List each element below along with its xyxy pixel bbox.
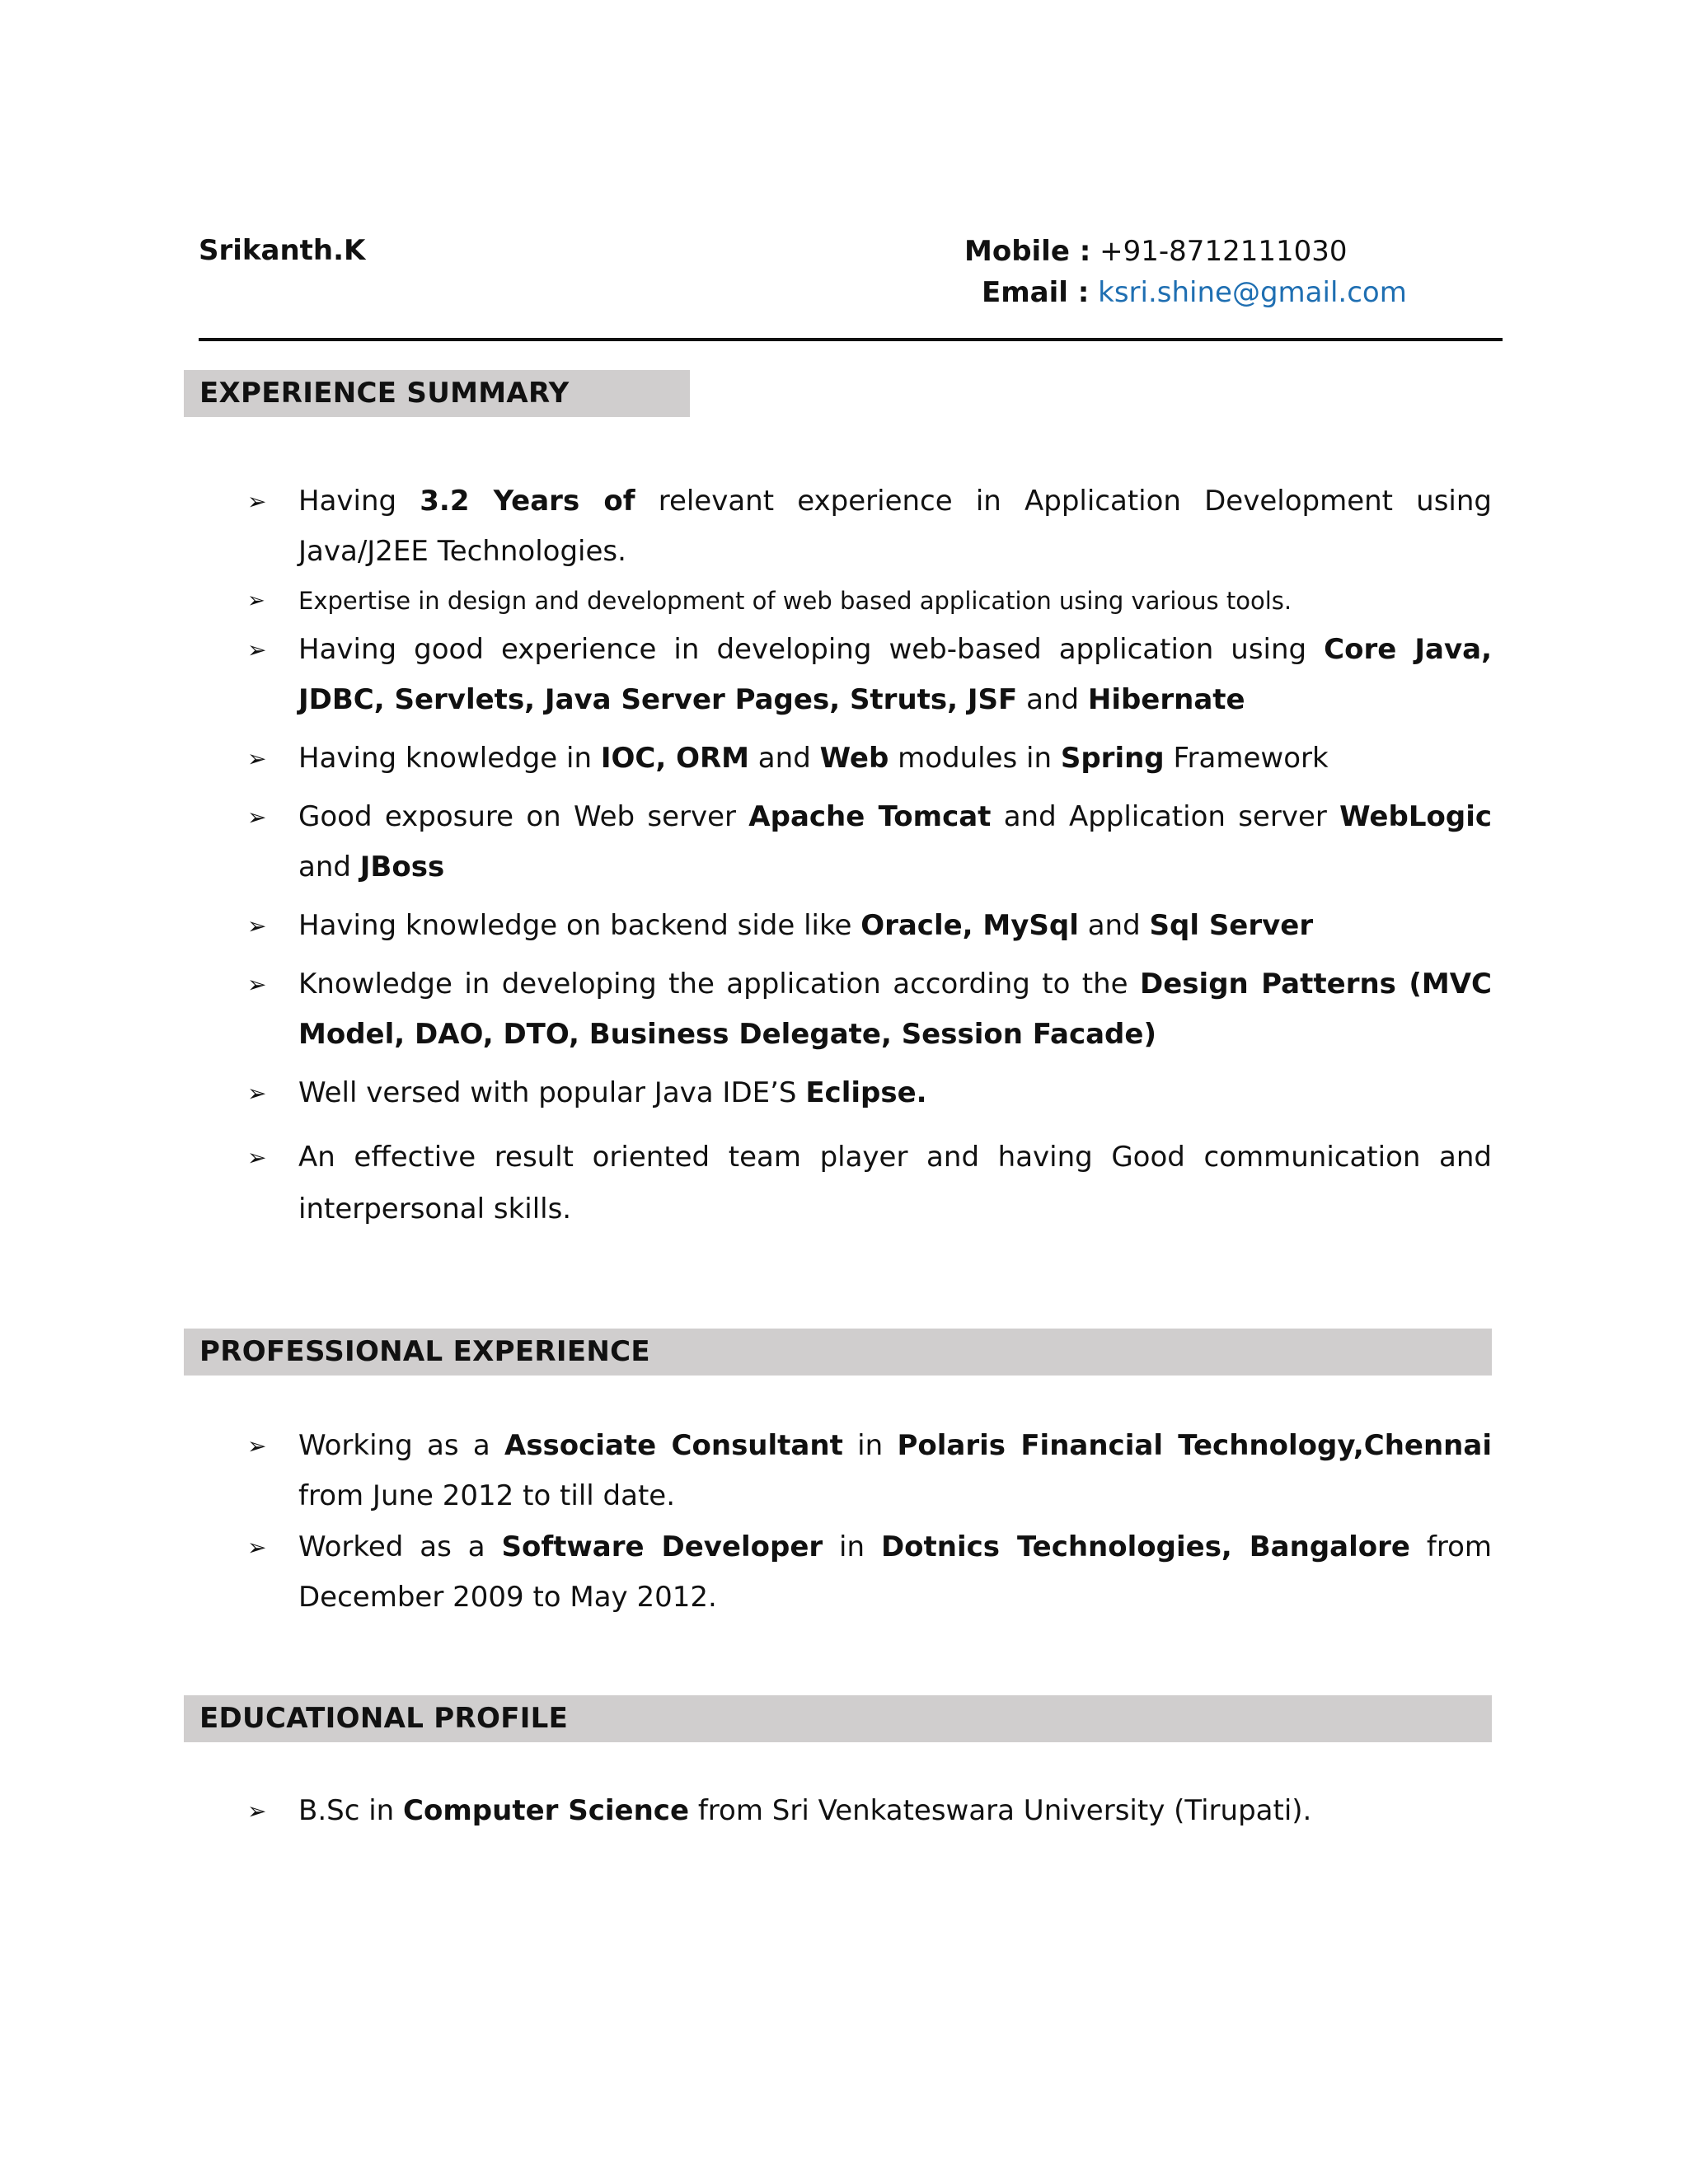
item-text: from Sri Venkateswara University (Tirupati). bbox=[689, 1794, 1312, 1827]
item-text: Expertise in design and development of web based application using various tools. bbox=[298, 587, 1292, 615]
emphasis-text: IOC, ORM bbox=[600, 742, 749, 775]
item-text: and bbox=[1017, 683, 1088, 716]
emphasis-text: Polaris Financial Technology,Chennai bbox=[897, 1429, 1492, 1462]
section-title-professional-experience: PROFESSIONAL EXPERIENCE bbox=[184, 1329, 1492, 1376]
email-link[interactable]: ksri.shine@gmail.com bbox=[1098, 276, 1407, 309]
list-item bbox=[247, 1421, 1492, 1521]
arrow-bullet-icon: ➢ bbox=[247, 636, 267, 663]
list-item bbox=[247, 581, 1492, 621]
emphasis-text: WebLogic bbox=[1339, 800, 1492, 833]
candidate-name: Srikanth.K bbox=[199, 234, 366, 267]
list-item bbox=[247, 733, 1492, 784]
arrow-bullet-icon: ➢ bbox=[247, 804, 267, 831]
item-text: from December 2009 to May 2012. bbox=[298, 1530, 1492, 1614]
header-divider bbox=[199, 338, 1503, 341]
item-text: and bbox=[298, 851, 360, 883]
list-item bbox=[247, 476, 1492, 577]
emphasis-text: Oracle, MySql bbox=[860, 909, 1079, 942]
arrow-bullet-icon: ➢ bbox=[247, 912, 267, 940]
list-item bbox=[247, 625, 1492, 725]
arrow-bullet-icon: ➢ bbox=[247, 488, 267, 515]
email-row bbox=[907, 272, 1407, 313]
item-text: Having knowledge in bbox=[298, 742, 601, 775]
emphasis-text: Core Java, JDBC, Servlets, Java Server Pages, Struts, JSF bbox=[298, 633, 1492, 716]
item-text: modules in bbox=[889, 742, 1061, 775]
arrow-bullet-icon: ➢ bbox=[247, 1144, 267, 1171]
professional-experience-list bbox=[247, 1421, 1492, 1623]
list-item bbox=[247, 1068, 1492, 1118]
mobile-value: +91-8712111030 bbox=[1100, 235, 1348, 268]
emphasis-text: Spring bbox=[1060, 742, 1165, 775]
item-text: Good exposure on Web server bbox=[298, 800, 749, 833]
section-title-experience-summary: EXPERIENCE SUMMARY bbox=[184, 370, 690, 417]
list-item bbox=[247, 792, 1492, 893]
arrow-bullet-icon: ➢ bbox=[247, 971, 267, 998]
item-text: Worked as a bbox=[298, 1530, 502, 1563]
item-text: and Application server bbox=[991, 800, 1340, 833]
arrow-bullet-icon: ➢ bbox=[247, 1432, 267, 1460]
email-label: Email : bbox=[982, 276, 1090, 309]
arrow-bullet-icon: ➢ bbox=[247, 1797, 267, 1825]
emphasis-text: Hibernate bbox=[1087, 683, 1245, 716]
emphasis-text: Eclipse. bbox=[805, 1076, 927, 1109]
item-text: Having knowledge on backend side like bbox=[298, 909, 861, 942]
list-item bbox=[247, 1522, 1492, 1623]
emphasis-text: Software Developer bbox=[501, 1530, 823, 1563]
item-text: Working as a bbox=[298, 1429, 504, 1462]
emphasis-text: Sql Server bbox=[1149, 909, 1314, 942]
experience-summary-list bbox=[247, 476, 1492, 1235]
item-text: Having bbox=[298, 485, 420, 518]
item-text: Knowledge in developing the application according to the bbox=[298, 968, 1141, 1001]
arrow-bullet-icon: ➢ bbox=[247, 745, 267, 772]
item-text: B.Sc in bbox=[298, 1794, 404, 1827]
emphasis-text: 3.2 Years of bbox=[420, 485, 635, 518]
arrow-bullet-icon: ➢ bbox=[247, 1534, 267, 1561]
list-item bbox=[247, 1786, 1492, 1836]
contact-block bbox=[907, 231, 1407, 313]
item-text: An effective result oriented team player and having Good communication and interpersonal skills. bbox=[298, 1141, 1492, 1226]
emphasis-text: Apache Tomcat bbox=[748, 800, 992, 833]
item-text: Having good experience in developing web-based application using bbox=[298, 633, 1325, 666]
emphasis-text: Dotnics Technologies, Bangalore bbox=[880, 1530, 1410, 1563]
emphasis-text: Associate Consultant bbox=[504, 1429, 843, 1462]
list-item bbox=[247, 901, 1492, 951]
item-text: from June 2012 to till date. bbox=[298, 1479, 676, 1512]
emphasis-text: JBoss bbox=[359, 851, 445, 883]
item-text: Framework bbox=[1164, 742, 1329, 775]
mobile-row bbox=[907, 231, 1401, 272]
list-item bbox=[247, 959, 1492, 1060]
arrow-bullet-icon: ➢ bbox=[247, 1080, 267, 1107]
item-text: relevant experience in Application Development using Java/J2EE Technologies. bbox=[298, 485, 1492, 568]
item-text: and bbox=[1078, 909, 1150, 942]
emphasis-text: Design Patterns (MVC Model, DAO, DTO, Business Delegate, Session Facade) bbox=[298, 968, 1492, 1051]
emphasis-text: Web bbox=[819, 742, 889, 775]
educational-profile-list bbox=[247, 1786, 1492, 1836]
item-text: in bbox=[842, 1429, 898, 1462]
mobile-label: Mobile : bbox=[964, 235, 1091, 268]
section-title-educational-profile: EDUCATIONAL PROFILE bbox=[184, 1695, 1492, 1742]
arrow-bullet-icon: ➢ bbox=[247, 588, 265, 613]
item-text: Well versed with popular Java IDE’S bbox=[298, 1076, 806, 1109]
item-text: in bbox=[823, 1530, 881, 1563]
emphasis-text: Computer Science bbox=[403, 1794, 690, 1827]
list-item bbox=[247, 1132, 1492, 1235]
item-text: and bbox=[749, 742, 820, 775]
